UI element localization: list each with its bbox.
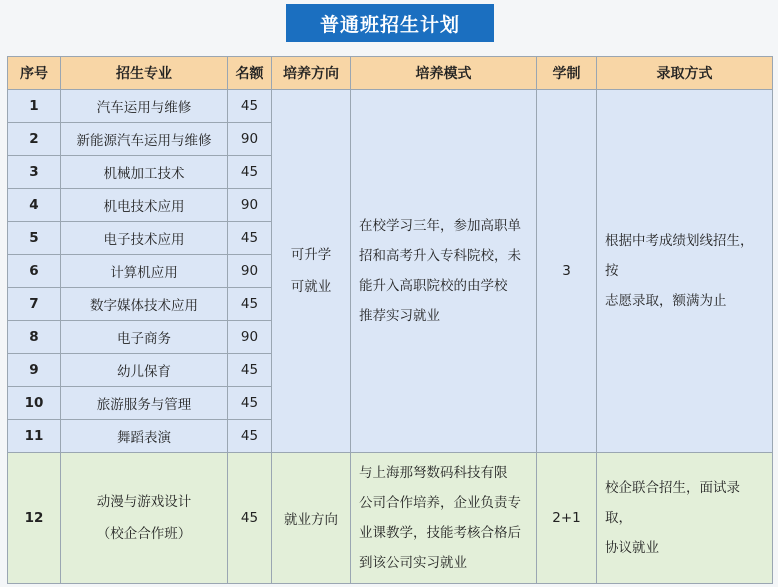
- row-major: 舞蹈表演: [61, 420, 228, 453]
- coop-mode: [351, 453, 537, 584]
- mode-line: 能升入高职院校的由学校: [359, 278, 508, 294]
- coop-admission: [597, 453, 773, 584]
- coop-row: [8, 453, 773, 584]
- header-no: 序号: [8, 57, 61, 90]
- row-quota: 90: [228, 255, 272, 288]
- row-no: 7: [8, 288, 61, 321]
- row-major: 幼儿保育: [61, 354, 228, 387]
- row-no: 10: [8, 387, 61, 420]
- row-quota: 45: [228, 387, 272, 420]
- row-no: 1: [8, 90, 61, 123]
- coop-mode-line: 与上海那弩数码科技有限: [359, 465, 508, 481]
- coop-mode-line: 到该公司实习就业: [359, 555, 467, 571]
- page-title: 普通班招生计划: [286, 4, 494, 42]
- row-quota: 90: [228, 123, 272, 156]
- row-major: 电子商务: [61, 321, 228, 354]
- coop-mode-line: 公司合作培养，企业负责专: [359, 495, 521, 511]
- header-direction: 培养方向: [272, 57, 351, 90]
- enrollment-plan-table: [7, 56, 773, 584]
- row-no: 3: [8, 156, 61, 189]
- direction-cell: [272, 90, 351, 453]
- row-no: 8: [8, 321, 61, 354]
- mode-cell: [351, 90, 537, 453]
- row-major: 旅游服务与管理: [61, 387, 228, 420]
- coop-mode-line: 业课教学，技能考核合格后: [359, 525, 521, 541]
- header-duration: 学制: [537, 57, 597, 90]
- mode-line: 推荐实习就业: [359, 308, 440, 324]
- title-area: [0, 0, 778, 52]
- coop-no: 12: [8, 453, 61, 584]
- row-quota: 45: [228, 354, 272, 387]
- coop-quota: 45: [228, 453, 272, 584]
- coop-major: [61, 453, 228, 584]
- mode-line: 在校学习三年，参加高职单: [359, 218, 521, 234]
- header-admission: 录取方式: [597, 57, 773, 90]
- row-no: 2: [8, 123, 61, 156]
- row-major: 计算机应用: [61, 255, 228, 288]
- row-major: 机电技术应用: [61, 189, 228, 222]
- table-header-row: [8, 57, 773, 90]
- admission-cell: [597, 90, 773, 453]
- direction-line: 可就业: [290, 279, 332, 295]
- header-quota: 名额: [228, 57, 272, 90]
- row-major: 机械加工技术: [61, 156, 228, 189]
- duration-cell: 3: [537, 90, 597, 453]
- row-major: 汽车运用与维修: [61, 90, 228, 123]
- row-quota: 45: [228, 156, 272, 189]
- row-quota: 45: [228, 420, 272, 453]
- table-row: [8, 90, 773, 123]
- coop-major-line: 动漫与游戏设计: [96, 494, 192, 510]
- coop-direction: 就业方向: [272, 453, 351, 584]
- admission-line: 志愿录取，额满为止: [605, 293, 727, 309]
- direction-line: 可升学: [290, 247, 332, 263]
- coop-admission-line: 校企联合招生，面试录取，: [605, 480, 740, 526]
- coop-admission-line: 协议就业: [605, 540, 659, 556]
- admission-line: 根据中考成绩划线招生，按: [605, 233, 754, 279]
- mode-line: 招和高考升入专科院校，未: [359, 248, 521, 264]
- coop-major-line: （校企合作班）: [96, 526, 192, 542]
- row-no: 9: [8, 354, 61, 387]
- row-no: 11: [8, 420, 61, 453]
- row-no: 5: [8, 222, 61, 255]
- row-quota: 45: [228, 288, 272, 321]
- row-quota: 90: [228, 189, 272, 222]
- row-major: 电子技术应用: [61, 222, 228, 255]
- header-mode: 培养模式: [351, 57, 537, 90]
- row-no: 4: [8, 189, 61, 222]
- header-major: 招生专业: [61, 57, 228, 90]
- row-quota: 90: [228, 321, 272, 354]
- row-quota: 45: [228, 222, 272, 255]
- row-major: 数字媒体技术应用: [61, 288, 228, 321]
- row-no: 6: [8, 255, 61, 288]
- row-quota: 45: [228, 90, 272, 123]
- row-major: 新能源汽车运用与维修: [61, 123, 228, 156]
- coop-duration: 2+1: [537, 453, 597, 584]
